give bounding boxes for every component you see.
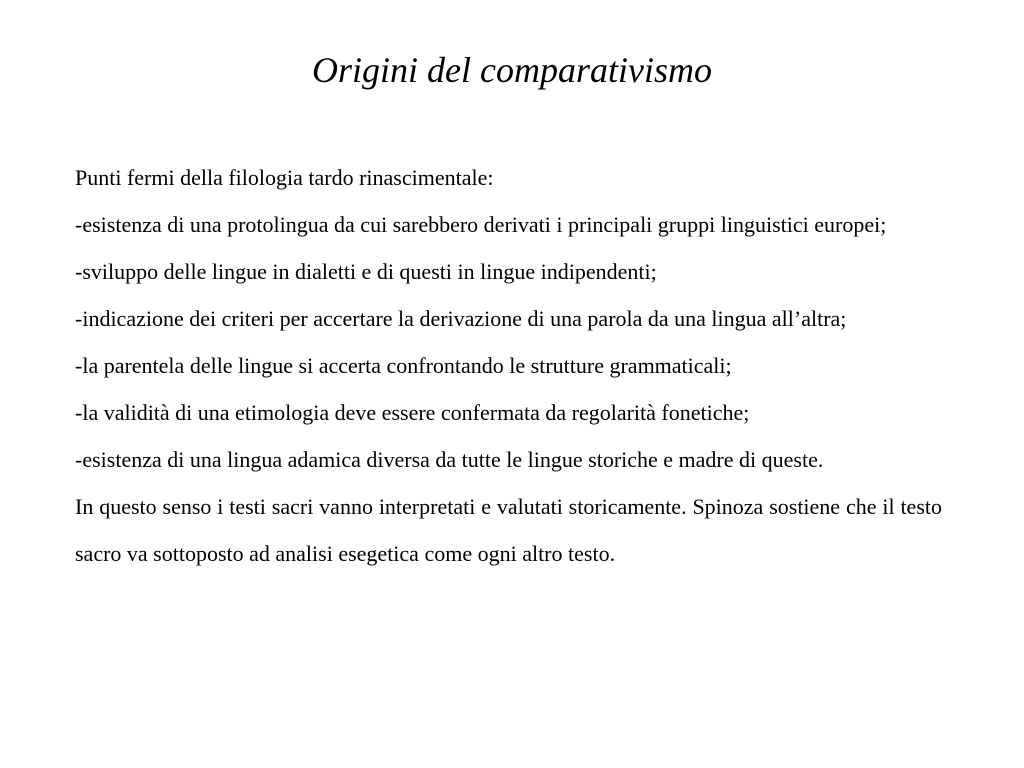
slide-title: Origini del comparativismo: [312, 50, 712, 90]
closing-paragraph: In questo senso i testi sacri vanno interpretati e valutati storicamente. Spinoza sostiene che il testo sacro va sottoposto ad analisi esegetica come ogni altro testo.: [75, 494, 942, 566]
list-item: -la validità di una etimologia deve essere confermata da regolarità fonetiche;: [75, 400, 750, 425]
list-item: -esistenza di una lingua adamica diversa da tutte le lingue storiche e madre di queste.: [75, 447, 824, 472]
list-item: -esistenza di una protolingua da cui sarebbero derivati i principali gruppi linguistici europei;: [75, 212, 887, 237]
list-item: -indicazione dei criteri per accertare la derivazione di una parola da una lingua all’altra;: [75, 306, 847, 331]
list-item: -sviluppo delle lingue in dialetti e di questi in lingue indipendenti;: [75, 259, 657, 284]
slide-body: [75, 154, 942, 577]
intro-paragraph: Punti fermi della filologia tardo rinascimentale:: [75, 165, 494, 190]
list-item: -la parentela delle lingue si accerta confrontando le strutture grammaticali;: [75, 353, 732, 378]
